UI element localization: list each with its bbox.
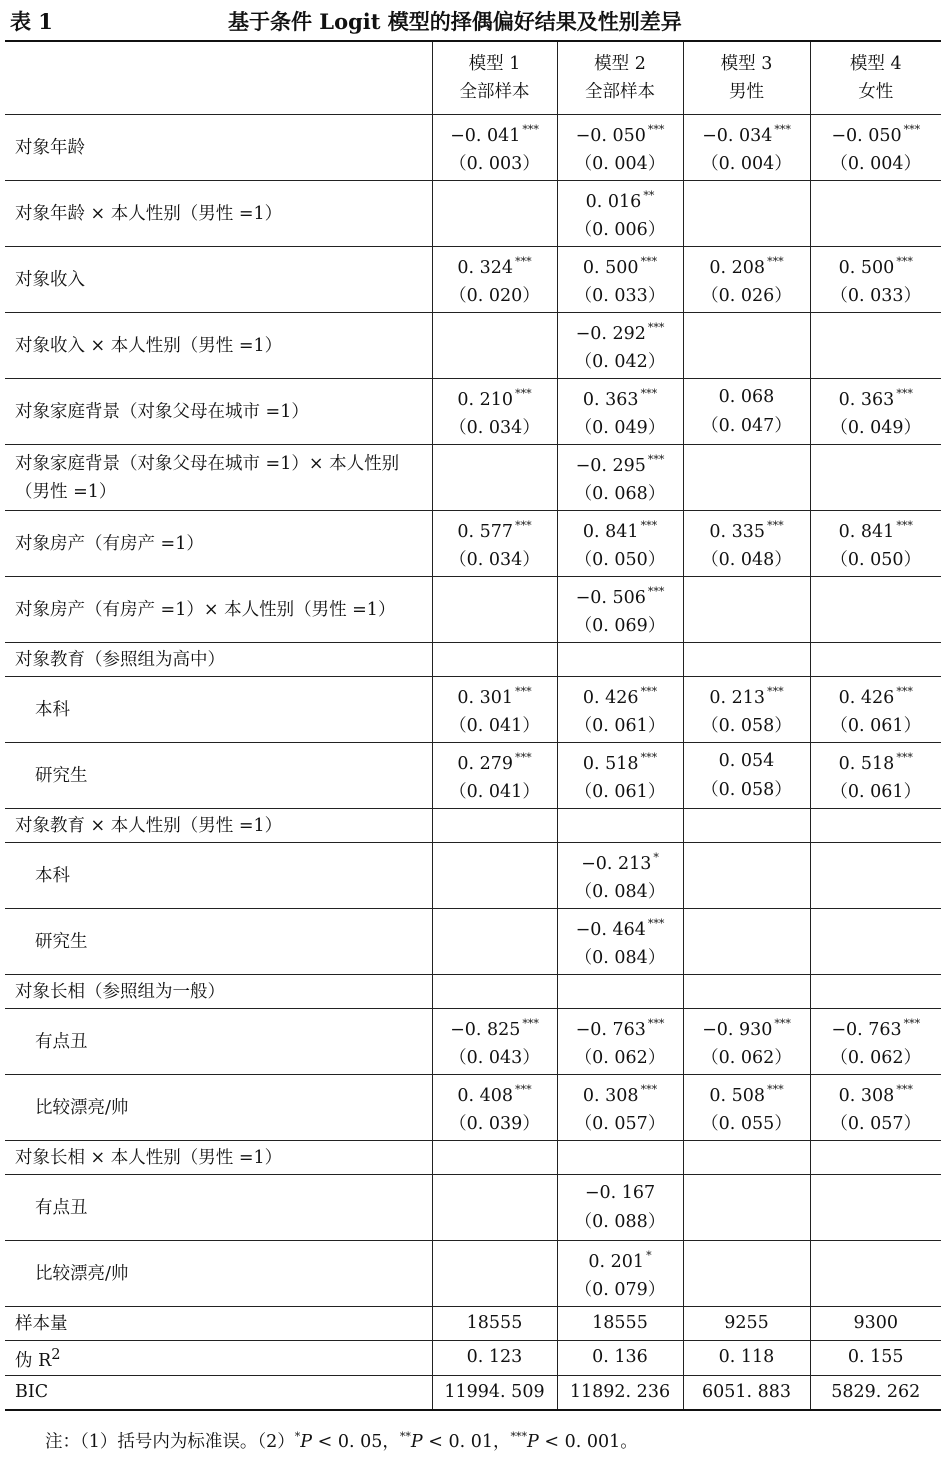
standard-error: （0. 004） — [574, 154, 666, 175]
coefficient: −0. 295 *** — [575, 452, 665, 476]
table-row — [5, 643, 941, 677]
empty-cell — [810, 1175, 941, 1241]
standard-error: （0. 047） — [701, 415, 792, 436]
estimate-cell — [557, 1175, 683, 1241]
header-row — [5, 41, 941, 115]
table-row — [5, 1307, 941, 1341]
empty-cell — [432, 975, 557, 1009]
empty-cell — [432, 445, 557, 511]
estimate-cell — [810, 511, 941, 577]
stat-cell: 0. 123 — [432, 1341, 557, 1376]
stat-cell: 5829. 262 — [810, 1375, 941, 1410]
standard-error: （0. 061） — [830, 716, 922, 737]
row-label: 对象房产（有房产 =1）× 本人性别（男性 =1） — [5, 577, 432, 643]
estimate-cell — [683, 115, 810, 181]
standard-error: （0. 034） — [449, 550, 540, 571]
significance-stars: *** — [774, 122, 791, 136]
estimate-cell — [432, 511, 557, 577]
empty-cell — [557, 643, 683, 677]
coefficient: −0. 825 *** — [450, 1016, 539, 1040]
significance-stars: *** — [522, 1016, 539, 1030]
significance-stars: *** — [767, 518, 784, 532]
coefficient: −0. 041 *** — [450, 122, 539, 146]
table-row — [5, 809, 941, 843]
estimate-cell — [557, 1241, 683, 1307]
significance-stars: * — [646, 1248, 652, 1262]
empty-cell — [810, 909, 941, 975]
table-note: 注：（1）括号内为标准误。（2）*P < 0. 05，**P < 0. 01，***P < 0. 001。 — [45, 1430, 638, 1452]
stat-cell: 11892. 236 — [557, 1375, 683, 1410]
table-row — [5, 511, 941, 577]
estimate-cell — [432, 1075, 557, 1141]
standard-error: （0. 034） — [449, 418, 540, 439]
empty-cell — [432, 643, 557, 677]
significance-stars: *** — [767, 1082, 784, 1096]
standard-error: （0. 068） — [574, 484, 666, 505]
estimate-cell — [683, 1009, 810, 1075]
table-caption — [0, 0, 946, 38]
coefficient: −0. 034 *** — [702, 122, 791, 146]
significance-stars: *** — [515, 254, 532, 268]
empty-cell — [683, 809, 810, 843]
coefficient: 0. 279 *** — [457, 750, 532, 774]
standard-error: （0. 026） — [701, 286, 792, 307]
coefficient: −0. 050 *** — [575, 122, 665, 146]
stat-cell: 18555 — [557, 1307, 683, 1341]
significance-stars: *** — [647, 916, 665, 930]
estimate-cell — [683, 511, 810, 577]
table-body — [5, 115, 941, 1410]
coefficient: 0. 841 *** — [582, 518, 658, 542]
significance-stars: *** — [515, 386, 532, 400]
standard-error: （0. 069） — [574, 616, 666, 637]
row-label: 对象收入 × 本人性别（男性 =1） — [5, 313, 432, 379]
coefficient: 0. 363 *** — [582, 386, 658, 410]
table-row — [5, 1341, 941, 1376]
estimate-cell — [432, 677, 557, 743]
estimate-cell — [810, 247, 941, 313]
coefficient: −0. 763 *** — [575, 1016, 665, 1040]
standard-error: （0. 004） — [701, 154, 792, 175]
table-row — [5, 909, 941, 975]
standard-error: （0. 033） — [830, 286, 922, 307]
table-row — [5, 843, 941, 909]
stat-cell: 6051. 883 — [683, 1375, 810, 1410]
standard-error: （0. 079） — [574, 1280, 666, 1301]
coefficient: 0. 308 *** — [838, 1082, 913, 1106]
empty-cell — [432, 843, 557, 909]
table-number: 表 1 — [10, 9, 53, 34]
estimate-cell — [683, 743, 810, 809]
row-label: 研究生 — [5, 909, 432, 975]
coefficient: 0. 201 * — [588, 1248, 652, 1272]
empty-cell — [683, 643, 810, 677]
row-label: 比较漂亮/帅 — [5, 1075, 432, 1141]
estimate-cell — [683, 379, 810, 445]
standard-error: （0. 062） — [574, 1048, 666, 1069]
significance-stars: *** — [896, 684, 913, 698]
regression-table — [5, 40, 941, 1411]
empty-cell — [810, 1241, 941, 1307]
significance-stars: *** — [640, 518, 658, 532]
significance-stars: *** — [896, 518, 913, 532]
empty-cell — [810, 181, 941, 247]
empty-cell — [432, 1241, 557, 1307]
coefficient: 0. 213 *** — [709, 684, 784, 708]
coefficient: 0. 841 *** — [838, 518, 913, 542]
estimate-cell — [557, 677, 683, 743]
header-model-2: 模型 2 全部样本 — [557, 41, 683, 115]
header-model-3: 模型 3 男性 — [683, 41, 810, 115]
table-row — [5, 445, 941, 511]
significance-stars: *** — [515, 684, 532, 698]
empty-cell — [810, 1141, 941, 1175]
coefficient: −0. 763 *** — [831, 1016, 921, 1040]
standard-error: （0. 006） — [574, 220, 666, 241]
table-row — [5, 1009, 941, 1075]
empty-cell — [432, 577, 557, 643]
significance-stars: *** — [896, 750, 913, 764]
empty-cell — [810, 577, 941, 643]
empty-cell — [432, 809, 557, 843]
table-row — [5, 677, 941, 743]
empty-cell — [810, 843, 941, 909]
table-row — [5, 247, 941, 313]
empty-cell — [683, 1141, 810, 1175]
table-row — [5, 181, 941, 247]
row-label: 有点丑 — [5, 1175, 432, 1241]
coefficient: 0. 308 *** — [582, 1082, 658, 1106]
coefficient: −0. 292 *** — [575, 320, 665, 344]
coefficient: 0. 500 *** — [838, 254, 913, 278]
estimate-cell — [810, 115, 941, 181]
significance-stars: *** — [640, 1082, 658, 1096]
standard-error: （0. 084） — [574, 882, 666, 903]
significance-stars: *** — [767, 684, 784, 698]
empty-cell — [557, 975, 683, 1009]
significance-stars: *** — [896, 254, 913, 268]
empty-cell — [683, 313, 810, 379]
header-blank — [5, 41, 432, 115]
empty-cell — [683, 909, 810, 975]
row-label: 对象家庭背景（对象父母在城市 =1）× 本人性别（男性 =1） — [5, 445, 432, 511]
table-row — [5, 743, 941, 809]
estimate-cell — [557, 1009, 683, 1075]
coefficient: −0. 050 *** — [831, 122, 921, 146]
row-label: 对象年龄 — [5, 115, 432, 181]
standard-error: （0. 041） — [449, 782, 540, 803]
empty-cell — [432, 181, 557, 247]
standard-error: （0. 048） — [701, 550, 792, 571]
coefficient: 0. 518 *** — [582, 750, 658, 774]
coefficient: 0. 363 *** — [838, 386, 913, 410]
estimate-cell — [557, 379, 683, 445]
standard-error: （0. 050） — [574, 550, 666, 571]
empty-cell — [683, 1241, 810, 1307]
empty-cell — [432, 909, 557, 975]
table-row — [5, 1141, 941, 1175]
row-label: 本科 — [5, 843, 432, 909]
significance-stars: *** — [647, 320, 665, 334]
empty-cell — [557, 809, 683, 843]
standard-error: （0. 084） — [574, 948, 666, 969]
standard-error: （0. 043） — [449, 1048, 540, 1069]
standard-error: （0. 033） — [574, 286, 666, 307]
coefficient: 0. 408 *** — [457, 1082, 532, 1106]
significance-stars: *** — [515, 518, 532, 532]
standard-error: （0. 042） — [574, 352, 666, 373]
row-label: 样本量 — [5, 1307, 432, 1341]
row-label: 对象房产（有房产 =1） — [5, 511, 432, 577]
coefficient: 0. 426 *** — [838, 684, 913, 708]
significance-stars: *** — [647, 584, 665, 598]
significance-stars: *** — [903, 122, 921, 136]
estimate-cell — [810, 743, 941, 809]
empty-cell — [810, 975, 941, 1009]
estimate-cell — [557, 181, 683, 247]
significance-stars: *** — [774, 1016, 791, 1030]
empty-cell — [810, 313, 941, 379]
empty-cell — [557, 1141, 683, 1175]
standard-error: （0. 050） — [830, 550, 922, 571]
stat-cell: 0. 136 — [557, 1341, 683, 1376]
empty-cell — [683, 1175, 810, 1241]
significance-stars: * — [653, 850, 659, 864]
significance-stars: *** — [515, 1082, 532, 1096]
standard-error: （0. 004） — [830, 154, 922, 175]
empty-cell — [810, 445, 941, 511]
coefficient: 0. 518 *** — [838, 750, 913, 774]
stat-cell: 9300 — [810, 1307, 941, 1341]
significance-stars: *** — [767, 254, 784, 268]
standard-error: （0. 058） — [701, 716, 792, 737]
significance-stars: *** — [896, 1082, 913, 1096]
row-label: 比较漂亮/帅 — [5, 1241, 432, 1307]
coefficient: −0. 506 *** — [575, 584, 665, 608]
coefficient: 0. 210 *** — [457, 386, 532, 410]
significance-stars: *** — [515, 750, 532, 764]
coefficient: −0. 167 — [584, 1182, 656, 1203]
empty-cell — [683, 181, 810, 247]
coefficient: 0. 208 *** — [709, 254, 784, 278]
empty-cell — [432, 1175, 557, 1241]
estimate-cell — [557, 843, 683, 909]
standard-error: （0. 049） — [830, 418, 922, 439]
row-label: 对象教育（参照组为高中） — [5, 643, 432, 677]
header-model-4: 模型 4 女性 — [810, 41, 941, 115]
significance-stars: *** — [640, 386, 658, 400]
coefficient: 0. 068 — [718, 386, 775, 407]
standard-error: （0. 020） — [449, 286, 540, 307]
significance-stars: *** — [640, 254, 658, 268]
row-label: 本科 — [5, 677, 432, 743]
coefficient: 0. 508 *** — [709, 1082, 784, 1106]
significance-stars: *** — [640, 750, 658, 764]
coefficient: 0. 335 *** — [709, 518, 784, 542]
estimate-cell — [557, 313, 683, 379]
stat-cell: 0. 118 — [683, 1341, 810, 1376]
coefficient: 0. 324 *** — [457, 254, 532, 278]
stat-cell: 11994. 509 — [432, 1375, 557, 1410]
row-label: 研究生 — [5, 743, 432, 809]
table-row — [5, 975, 941, 1009]
coefficient: 0. 500 *** — [582, 254, 658, 278]
significance-stars: *** — [640, 684, 658, 698]
estimate-cell — [557, 115, 683, 181]
estimate-cell — [683, 247, 810, 313]
row-label: 对象教育 × 本人性别（男性 =1） — [5, 809, 432, 843]
standard-error: （0. 041） — [449, 716, 540, 737]
coefficient: −0. 464 *** — [575, 916, 665, 940]
table-row — [5, 1375, 941, 1410]
estimate-cell — [810, 1075, 941, 1141]
table-row — [5, 577, 941, 643]
standard-error: （0. 049） — [574, 418, 666, 439]
coefficient: 0. 426 *** — [582, 684, 658, 708]
estimate-cell — [557, 743, 683, 809]
coefficient: 0. 577 *** — [457, 518, 532, 542]
table-row — [5, 379, 941, 445]
significance-stars: *** — [896, 386, 913, 400]
empty-cell — [432, 313, 557, 379]
estimate-cell — [683, 677, 810, 743]
empty-cell — [683, 445, 810, 511]
table-row — [5, 1175, 941, 1241]
estimate-cell — [557, 909, 683, 975]
standard-error: （0. 057） — [830, 1114, 922, 1135]
estimate-cell — [810, 379, 941, 445]
significance-stars: *** — [647, 452, 665, 466]
standard-error: （0. 062） — [701, 1048, 792, 1069]
table-title: 基于条件 Logit 模型的择偶偏好结果及性别差异 — [228, 9, 682, 34]
standard-error: （0. 062） — [830, 1048, 922, 1069]
empty-cell — [683, 975, 810, 1009]
significance-stars: ** — [643, 188, 655, 202]
table-row — [5, 1075, 941, 1141]
estimate-cell — [432, 1009, 557, 1075]
coefficient: −0. 213 * — [581, 850, 659, 874]
row-label: 对象收入 — [5, 247, 432, 313]
row-label: 对象长相（参照组为一般） — [5, 975, 432, 1009]
coefficient: −0. 930 *** — [702, 1016, 791, 1040]
empty-cell — [683, 843, 810, 909]
table-row — [5, 1241, 941, 1307]
empty-cell — [810, 809, 941, 843]
estimate-cell — [557, 1075, 683, 1141]
standard-error: （0. 003） — [449, 154, 540, 175]
stat-cell: 0. 155 — [810, 1341, 941, 1376]
empty-cell — [432, 1141, 557, 1175]
row-label: 伪 $R^2$ — [5, 1341, 432, 1376]
table-row — [5, 115, 941, 181]
stat-cell: 18555 — [432, 1307, 557, 1341]
estimate-cell — [432, 247, 557, 313]
row-label: 对象长相 × 本人性别（男性 =1） — [5, 1141, 432, 1175]
coefficient: 0. 301 *** — [457, 684, 532, 708]
coefficient: 0. 016 ** — [585, 188, 655, 212]
standard-error: （0. 039） — [449, 1114, 540, 1135]
estimate-cell — [810, 677, 941, 743]
significance-stars: *** — [647, 1016, 665, 1030]
stat-cell: 9255 — [683, 1307, 810, 1341]
estimate-cell — [432, 115, 557, 181]
estimate-cell — [557, 247, 683, 313]
standard-error: （0. 058） — [701, 779, 792, 800]
significance-stars: *** — [903, 1016, 921, 1030]
table-row — [5, 313, 941, 379]
estimate-cell — [557, 445, 683, 511]
estimate-cell — [810, 1009, 941, 1075]
header-model-1: 模型 1 全部样本 — [432, 41, 557, 115]
row-label: 有点丑 — [5, 1009, 432, 1075]
standard-error: （0. 061） — [574, 716, 666, 737]
estimate-cell — [557, 511, 683, 577]
empty-cell — [810, 643, 941, 677]
estimate-cell — [432, 379, 557, 445]
row-label: BIC — [5, 1375, 432, 1410]
standard-error: （0. 088） — [574, 1211, 666, 1232]
estimate-cell — [683, 1075, 810, 1141]
significance-stars: *** — [647, 122, 665, 136]
standard-error: （0. 061） — [830, 782, 922, 803]
standard-error: （0. 055） — [701, 1114, 792, 1135]
standard-error: （0. 057） — [574, 1114, 666, 1135]
row-label: 对象年龄 × 本人性别（男性 =1） — [5, 181, 432, 247]
standard-error: （0. 061） — [574, 782, 666, 803]
empty-cell — [683, 577, 810, 643]
row-label: 对象家庭背景（对象父母在城市 =1） — [5, 379, 432, 445]
coefficient: 0. 054 — [718, 750, 775, 771]
significance-stars: *** — [522, 122, 539, 136]
estimate-cell — [557, 577, 683, 643]
estimate-cell — [432, 743, 557, 809]
